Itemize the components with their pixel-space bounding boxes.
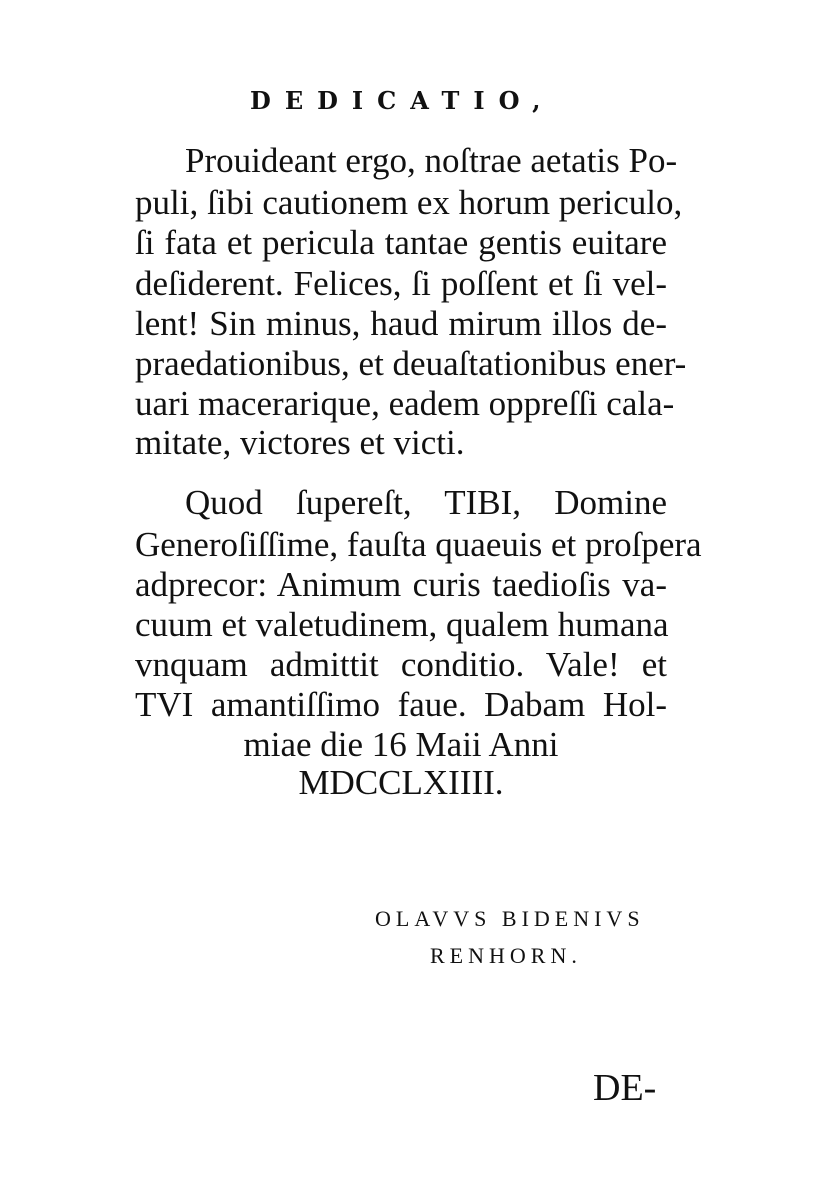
paragraph2-line: miae die 16 Maii Anni [243, 725, 559, 764]
signature-name: OLAVVS BIDENIVS [375, 906, 645, 931]
paragraph2-line: Quod ſupereſt, TIBI, Domine [185, 483, 667, 522]
paragraph1-line: Prouideant ergo, noſtrae aetatis Po- [185, 141, 678, 180]
running-head: DEDICATIO, [250, 86, 555, 115]
catchword: DE- [593, 1067, 657, 1109]
paragraph1-line: uari macerarique, eadem oppreſſi cala- [135, 384, 675, 423]
paragraph2-line: MDCCLXIIII. [298, 763, 504, 802]
paragraph1-line: mitate, victores et victi. [135, 423, 465, 462]
paragraph2-line: cuum et valetudinem, qualem humana [135, 605, 669, 644]
paragraph2-line: TVI amantiſſimo faue. Dabam Hol- [135, 685, 667, 724]
paragraph2-line: adprecor: Animum curis taedioſis va- [135, 565, 667, 604]
paragraph2-line: Generoſiſſime, fauſta quaeuis et proſpera [135, 525, 702, 564]
paragraph1-line: ſi fata et pericula tantae gentis euitare [135, 223, 667, 262]
paragraph1-line: puli, ſibi cautionem ex horum periculo, [135, 183, 683, 222]
paragraph2-line: vnquam admittit conditio. Vale! et [135, 645, 667, 684]
signature-surname: RENHORN. [430, 943, 582, 968]
paragraph1-line: lent! Sin minus, haud mirum illos de- [135, 304, 667, 343]
paragraph1-line: praedationibus, et deuaſtationibus ener- [135, 344, 687, 383]
paragraph1-line: deſiderent. Felices, ſi poſſent et ſi vel- [135, 264, 667, 303]
